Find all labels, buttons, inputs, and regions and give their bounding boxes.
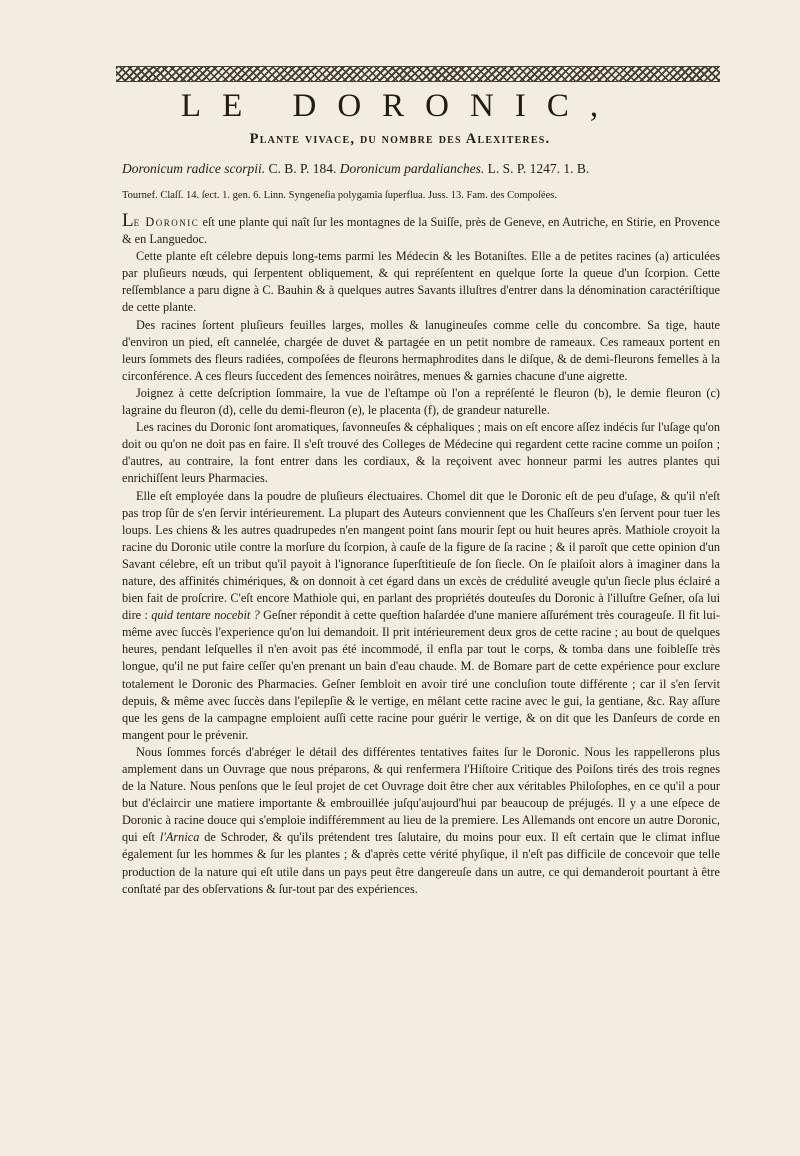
classification-line: Tournef. Claſſ. 14. ſect. 1. gen. 6. Linn. Syngeneſia polygamia ſuperflua. Juss. 13. Fam. des Compoſées.: [122, 190, 557, 201]
synonym-2-reference: L. S. P. 1247. 1. B.: [484, 161, 590, 176]
paragraph-1: [122, 212, 720, 248]
synonym-1-reference: C. B. P. 184.: [265, 161, 340, 176]
botanical-synonyms: [122, 159, 722, 179]
page-subtitle: Plante vivace, du nombre des Alexiteres.: [249, 131, 551, 147]
paragraph-7: [122, 744, 720, 898]
paragraph-4: Joignez à cette deſcription ſommaire, la vue de l'eſtampe où l'on a repréſenté le fleuron (b), le demie fleuron (c) lagraine du fleuron (d), celle du demi-fleuron (e), le placenta (f), de grandeur naturelle.: [122, 385, 720, 418]
latin-quote: quid tentare nocebit ?: [151, 608, 260, 623]
paragraph-6-text-a: Elle eſt employée dans la poudre de pluſieurs électuaires. Chomel dit que le Doronic eſt de peu d'uſage, & qu'il n'eſt pas trop ſûr de s'en ſervir intérieurement. La plupart des Auteurs conviennent que les Chaſſeurs s'en ſervent pour tuer les loups. Les chiens & les autres quadrupedes n'en mangent point ſans mourir ſept ou huit heures après. Mathiole croyoit la racine du Doronic utile contre la morſure du ſcorpion, à cauſe de la figure de ſa racine ; & il paroît que cette opinion d'un Savant célebre, eſt un tribut qu'il payoit à l'ignorance ſuperſtitieuſe de ſon ſiecle. On ſe plaiſoit alors à imaginer dans la nature, des affinités chimériques, & on donnoit à cet égard dans un excès de crédulité aveugle qu'un ſiecle plus éclairé a bien fait de proſcrire. C'eſt encore Mathiole qui, en parlant des propriétés douteuſes du Doronic à l'illuſtre Geſner, oſa lui dire :: [122, 488, 720, 623]
paragraph-2: Cette plante eſt célebre depuis long-tems parmi les Médecin & les Botaniſtes. Elle a de petites racines (a) articulées par pluſieurs nœuds, qui ſerpentent obliquement, & qui repréſentent en quelque ſorte la queue d'un ſcorpion. Cette reſſemblance a paru digne à C. Bauhin & à quelques autres Savants illuſtres d'entrer dans la dénomination caractériſtique de cette plante.: [122, 249, 720, 315]
synonym-1-name: Doronicum radice scorpii.: [122, 161, 266, 176]
paragraph-7-text-a: Nous ſommes forcés d'abréger le détail des différentes tentatives faites ſur le Doronic. Nous les rappellerons plus amplement dans un Ouvrage que nous préparons, & qui renfermera l'Hiſtoire Critique des Poiſons tirés des trois regnes de la Nature. Nous penſons que le ſeul projet de cet Ouvrage doit être cher aux véritables Philoſophes, en ce qu'il a pour but d'éclaircir une matiere importante & embrouillée juſqu'aujourd'hui par beaucoup de préjugés. Il y a une eſpece de Doronic à racine douce qui s'emploie indifféremment au lieu de la premiere. Les Allemands ont encore un autre Doronic, qui eſt: [122, 744, 720, 845]
arnica-term: l'Arnica: [159, 830, 200, 845]
decorative-ornament-band: [116, 66, 720, 82]
paragraph-7-text-b: de Schroder, & qu'ils prétendent tres ſalutaire, du moins pour eux. Il eſt certain que le climat influe également ſur les hommes & ſur les plantes ; & d'après cette vérité phyſique, il n'eſt pas difficile de concevoir que telle production de la nature qui eſt utile dans un pays peut être dangereuſe dans un autre, ce qui demanderoit pourtant à être conſtaté par des obſervations & ſur-tout par des expériences.: [122, 830, 720, 896]
paragraph-1-text: eſt une plante qui naît ſur les montagnes de la Suiſſe, près de Geneve, en Autriche, en Stirie, en Provence & en Languedoc.: [122, 215, 720, 247]
paragraph-3: Des racines ſortent pluſieurs feuilles larges, molles & lanugineuſes comme celle du concombre. Sa tige, haute d'environ un pied, eſt cannelée, chargée de duvet & partagée en un petit nombre de rameaux. Ces rameaux portent en leurs ſommets des fleurs radiées, compoſées de fleurons hermaphrodites dans le diſque, & de demi-fleurons femelles à la circonférence. A ces fleurs ſuccedent des ſemences noirâtres, menues & garnies chacune d'une aigrette.: [122, 317, 720, 383]
plant-name-smallcaps: e Doronic: [133, 215, 200, 229]
drop-cap: L: [122, 210, 134, 231]
article-body: [122, 212, 720, 898]
page-title: LE DORONIC,: [180, 88, 620, 124]
paragraph-5: Les racines du Doronic ſont aromatiques, ſavonneuſes & céphaliques ; mais on eſt encore aſſez indécis ſur l'uſage qu'on doit ou qu'on ne doit pas en faire. Il s'eſt trouvé des Colleges de Médecine qui regardent cette racine comme un poiſon ; d'autres, au contraire, la font entrer dans les cordiaux, & la reçoivent avec honneur parmi les autres plantes qui enrichiſſent leurs Pharmacies.: [122, 420, 720, 486]
synonym-2-name: Doronicum pardalianches.: [339, 161, 485, 176]
paragraph-6: [122, 488, 720, 744]
paragraph-6-text-b: Geſner répondit à cette queſtion haſardée d'une maniere aſſurément très courageuſe. Il fit lui-même avec ſuccès l'experience qu'on lui demandoit. Il prit intérieurement deux gros de cette racine ; au bout de quelques heures, pendant leſquelles il n'en avoit pas été incommodé, il enfla par tout le corps, & tomba dans une foibleſſe très longue, qu'il ne put faire ceſſer qu'en prenant un bain d'eau chaude. M. de Bomare part de cette expérience pour exclure totalement le Doronic des Pharmacies. Geſner ſembloit en avoir tiré une concluſion toute différente ; car il s'en ſervit depuis, & même avec ſuccès dans l'epilepſie & le vertige, en mêlant cette racine avec le gui, la gentiane, &c. Ray aſſure que les gens de la campagne emploient auſſi cette racine pour guérir le vertige, & on dit que les Danſeurs de corde en mangent pour le prévenir.: [122, 608, 720, 742]
